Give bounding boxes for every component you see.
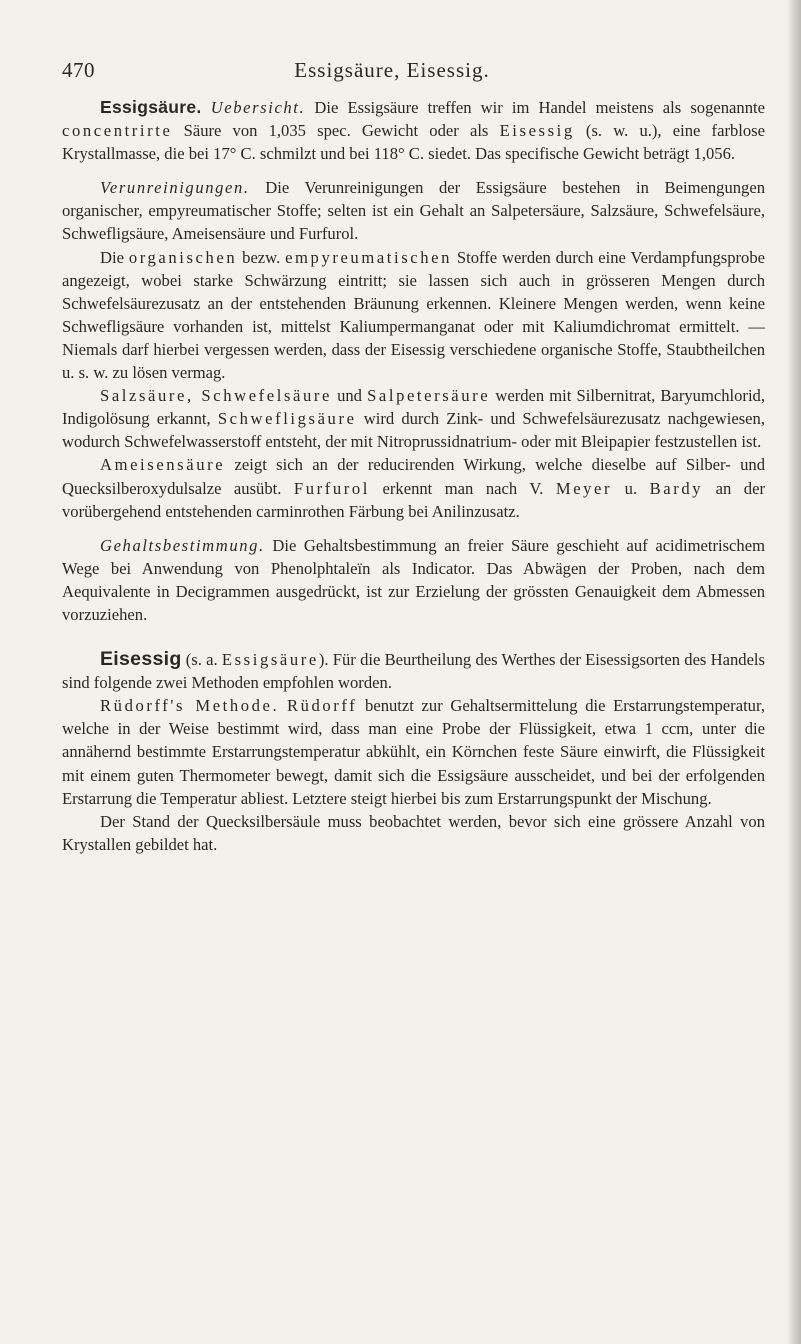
paragraph-essigsaeure-uebersicht: Essigsäure. Uebersicht. Die Essigsäure treffen wir im Handel meistens als sogenannte concentrirte Säure von 1,035 spec. Gewicht oder als Eisessig (s. w. u.), eine farblose Krystallmasse, die bei 17° C. schmilzt und bei 118° C. siedet. Das specifische Gewicht beträgt 1,056.	[62, 97, 765, 164]
paragraph-ameisensaeure-furfurol: Ameisensäure zeigt sich an der reducirenden Wirkung, welche dieselbe auf Silber- und Quecksilberoxydulsalze ausübt. Furfurol erkennt man nach V. Meyer u. Bardy an der vorübergehend entstehenden carminrothen Färbung bei Anilinzusatz.	[62, 455, 765, 521]
paragraph-ruedorff-methode: Rüdorff's Methode. Rüdorff benutzt zur Gehaltsermittelung die Erstarrungstemperatur, welche in der Weise bestimmt wird, dass man eine Probe der Flüssigkeit, etwa 1 ccm, unter die annähernd bestimmte Erstarrungstemperatur abkühlt, ein Körnchen feste Säure einwirft, die Flüssigkeit mit einem guten Thermometer bewegt, damit sich die Essigsäure ausscheidet, und bei der erfolgenden Erstarrung die Temperatur abliest. Letztere steigt hierbei bis zum Erstarrungspunkt der Mischung.	[62, 696, 765, 808]
spaced-term: Rüdorff's Methode.	[100, 696, 280, 716]
paragraph-gehaltsbestimmung: Gehaltsbestimmung. Die Gehaltsbestimmung an freier Säure geschieht auf acidimetrischem Wege bei Anwendung von Phenolphtaleïn als Indicator. Das Abwägen der Proben, nach dem Aequivalente in Decigrammen ausgedrückt, ist zur Erzielung der grössten Genauigkeit dem Abmessen vorzuziehen.	[62, 535, 765, 624]
spaced-term: Salzsäure, Schwefelsäure	[100, 386, 332, 406]
spaced-term: Salpetersäure	[367, 386, 491, 406]
section-heading-essigsaeure: Essigsäure.	[100, 97, 202, 117]
paragraph-eisessig: Eisessig (s. a. Essigsäure). Für die Beurtheilung des Werthes der Eisessigsorten des Handels sind folgende zwei Methoden empfohlen worden.	[62, 648, 765, 693]
paragraph-verunreinigungen: Verunreinigungen. Die Verunreinigungen der Essigsäure bestehen in Beimengungen organischer, empyreumatischer Stoffe; selten ist ein Gehalt an Salpetersäure, Salzsäure, Schwefelsäure, Schwefligsäure, Ameisensäure und Furfurol.	[62, 178, 765, 244]
spaced-term: organischen	[128, 247, 238, 267]
spaced-term: concentrirte	[62, 121, 173, 141]
subheading-gehaltsbestimmung: Gehaltsbestimmung.	[100, 535, 265, 555]
spaced-name: Rüdorff	[286, 696, 358, 716]
spaced-term: Essigsäure	[221, 650, 319, 670]
paragraph-organische-stoffe: Die organischen bezw. empyreumatischen Stoffe werden durch eine Verdampfungsprobe angezeigt, wobei starke Schwärzung eintritt; sie lassen sich auch in grösseren Mengen durch Schwefelsäurezusatz an der entstehenden Bräunung erkennen. Kleinere Mengen werden, wenn keine Schwefligsäure vorhanden ist, mittelst Kaliumpermanganat oder mit Kaliumdichromat ermittelt. — Niemals darf hierbei vergessen werden, dass der Eisessig verschiedene organische Stoffe, Staubtheilchen u. s. w. zu lösen vermag.	[62, 247, 765, 383]
spaced-term: Eisessig	[499, 121, 575, 141]
paragraph-quecksilbersaeule: Der Stand der Quecksilbersäule muss beobachtet werden, bevor sich eine grössere Anzahl von Krystallen gebildet hat.	[62, 811, 765, 854]
paragraph-mineralsaeuren: Salzsäure, Schwefelsäure und Salpetersäure werden mit Silbernitrat, Baryumchlorid, Indigolösung erkannt, Schwefligsäure wird durch Zink- und Schwefelsäurezusatz nachgewiesen, wodurch Schwefelwasserstoff entsteht, der mit Nitroprussidnatrium- oder mit Bleipapier festzustellen ist.	[62, 386, 765, 452]
page-number: 470	[62, 58, 95, 82]
spaced-name: Bardy	[649, 478, 704, 498]
spaced-term: Ameisensäure	[100, 455, 226, 475]
spaced-name: Meyer	[555, 478, 613, 498]
running-title: Essigsäure, Eisessig.	[294, 58, 490, 82]
subheading-uebersicht: Uebersicht.	[210, 98, 306, 117]
body-text	[62, 96, 765, 856]
spaced-term: Furfurol	[293, 478, 371, 498]
page-edge-shadow	[787, 0, 801, 1344]
spaced-term: Schwefligsäure	[217, 409, 357, 429]
spaced-term: empyreumatischen	[285, 247, 453, 267]
page-header	[62, 58, 722, 86]
subheading-verunreinigungen: Verunreinigungen.	[100, 178, 250, 198]
section-heading-eisessig: Eisessig	[100, 648, 182, 671]
